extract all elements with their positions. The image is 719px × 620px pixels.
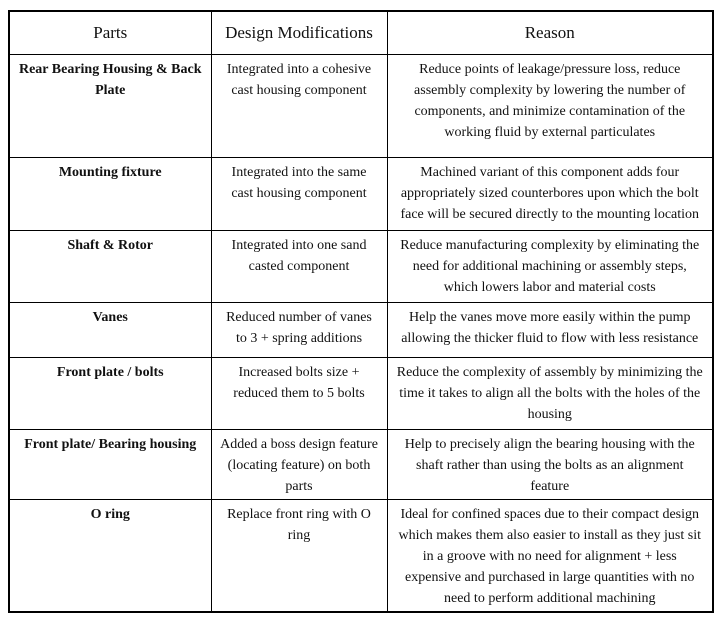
table-row: [9, 302, 713, 357]
column-header-parts: Parts: [9, 11, 211, 54]
table-row: [9, 54, 713, 157]
table-header-row: [9, 11, 713, 54]
table-row: [9, 357, 713, 429]
modification-cell: Reduced number of vanes to 3 + spring additions: [211, 302, 387, 357]
modification-cell: Integrated into one sand casted component: [211, 230, 387, 302]
reason-cell: Ideal for confined spaces due to their compact design which makes them also easier to install as they just sit in a groove with no need for alignment + less expensive and purchased in large quantities with no need to perform additional machining: [387, 499, 713, 612]
column-header-reason: Reason: [387, 11, 713, 54]
reason-cell: Reduce manufacturing complexity by eliminating the need for additional machining or assembly steps, which lowers labor and material costs: [387, 230, 713, 302]
design-modifications-table: [8, 10, 714, 613]
table-row: [9, 429, 713, 499]
modification-cell: Integrated into the same cast housing component: [211, 157, 387, 230]
modification-cell: Replace front ring with O ring: [211, 499, 387, 612]
column-header-design-modifications: Design Modifications: [211, 11, 387, 54]
table-row: [9, 499, 713, 612]
modification-cell: Added a boss design feature (locating feature) on both parts: [211, 429, 387, 499]
reason-cell: Machined variant of this component adds four appropriately sized counterbores upon which the bolt face will be secured directly to the mounting location: [387, 157, 713, 230]
reason-cell: Help the vanes move more easily within the pump allowing the thicker fluid to flow with less resistance: [387, 302, 713, 357]
part-cell: Mounting fixture: [9, 157, 211, 230]
part-cell: Front plate/ Bearing housing: [9, 429, 211, 499]
reason-cell: Reduce points of leakage/pressure loss, reduce assembly complexity by lowering the number of components, and minimize contamination of the working fluid by external particulates: [387, 54, 713, 157]
part-cell: Front plate / bolts: [9, 357, 211, 429]
table-row: [9, 230, 713, 302]
part-cell: Rear Bearing Housing & Back Plate: [9, 54, 211, 157]
modification-cell: Integrated into a cohesive cast housing component: [211, 54, 387, 157]
table-row: [9, 157, 713, 230]
part-cell: Vanes: [9, 302, 211, 357]
design-modifications-table-container: [8, 10, 712, 613]
part-cell: Shaft & Rotor: [9, 230, 211, 302]
part-cell: O ring: [9, 499, 211, 612]
reason-cell: Reduce the complexity of assembly by minimizing the time it takes to align all the bolts with the holes of the housing: [387, 357, 713, 429]
modification-cell: Increased bolts size + reduced them to 5 bolts: [211, 357, 387, 429]
reason-cell: Help to precisely align the bearing housing with the shaft rather than using the bolts as an alignment feature: [387, 429, 713, 499]
